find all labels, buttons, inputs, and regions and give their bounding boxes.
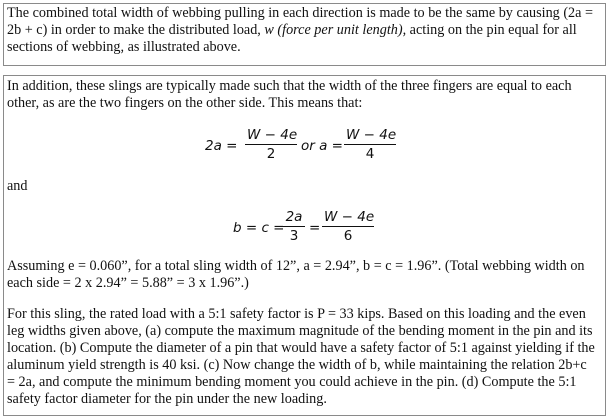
equation-b-c-fraction-1 (283, 209, 305, 244)
paragraph-problem-statement: For this sling, the rated load with a 5:1 safety factor is P = 33 kips. Based on this loading and the even leg widths given above, (a) compute the maximum magnitude of the bending moment in the pin and its location. (b) Compute the diameter of a pin that would have a safety factor of 5:1 against yielding if the aluminum yield strength is 40 ksi. (c) Now change the width of b, while maintaining the relation 2b+c = 2a, and compute the minimum bending moment you could achieve in the pin. (d) Compute the 5:1 safety factor diameter for the pin under the new loading. (7, 306, 595, 407)
equation-b-c-equals: = (309, 220, 321, 236)
paragraph-finger-widths: In addition, these slings are typically made such that the width of the three fingers are equal to each other, as are the two fingers on the other side. This means that: (7, 78, 572, 111)
equation-b-c-fraction-1-numerator: 2a (283, 209, 305, 227)
equation-b-c-lhs: b = c = (233, 220, 285, 236)
paragraph-webbing-width-italic: w (force per unit length), (264, 22, 407, 38)
equation-a-fraction-2-numerator: W − 4e (346, 127, 397, 143)
equation-a-fraction-2 (344, 127, 396, 162)
equation-b-c-fraction-2 (322, 209, 374, 244)
equation-b-c-fraction-1-denominator: 3 (289, 228, 299, 244)
and-text: and (7, 178, 28, 194)
equation-a-lhs: 2a = (205, 138, 238, 154)
equation-a-fraction-1-denominator: 2 (266, 146, 276, 162)
paragraph-assumptions: Assuming e = 0.060”, for a total sling width of 12”, a = 2.94”, b = c = 1.96”. (Total webbing width on each side = 2 x 2.94” = 5.88” = 3 x 1.96”.) (7, 258, 585, 291)
paragraph-webbing-width-text: The combined total width of webbing pulling in each direction is made to be the same by causing (2a = 2b + c) in order to make the distributed load, (7, 5, 593, 38)
paragraph-webbing-width (7, 5, 597, 56)
equation-a-fraction-2-denominator: 4 (365, 146, 375, 162)
equation-a-or: or a = (301, 138, 343, 154)
equation-a-fraction-1-numerator: W − 4e (247, 127, 298, 143)
equation-a-fraction-1 (245, 127, 297, 162)
equation-b-c-fraction-2-denominator: 6 (343, 228, 353, 244)
equation-b-c-fraction-2-numerator: W − 4e (324, 209, 375, 225)
paragraph-webbing-width-end: acting on the pin equal for all sections of webbing, as illustrated above. (7, 22, 577, 55)
